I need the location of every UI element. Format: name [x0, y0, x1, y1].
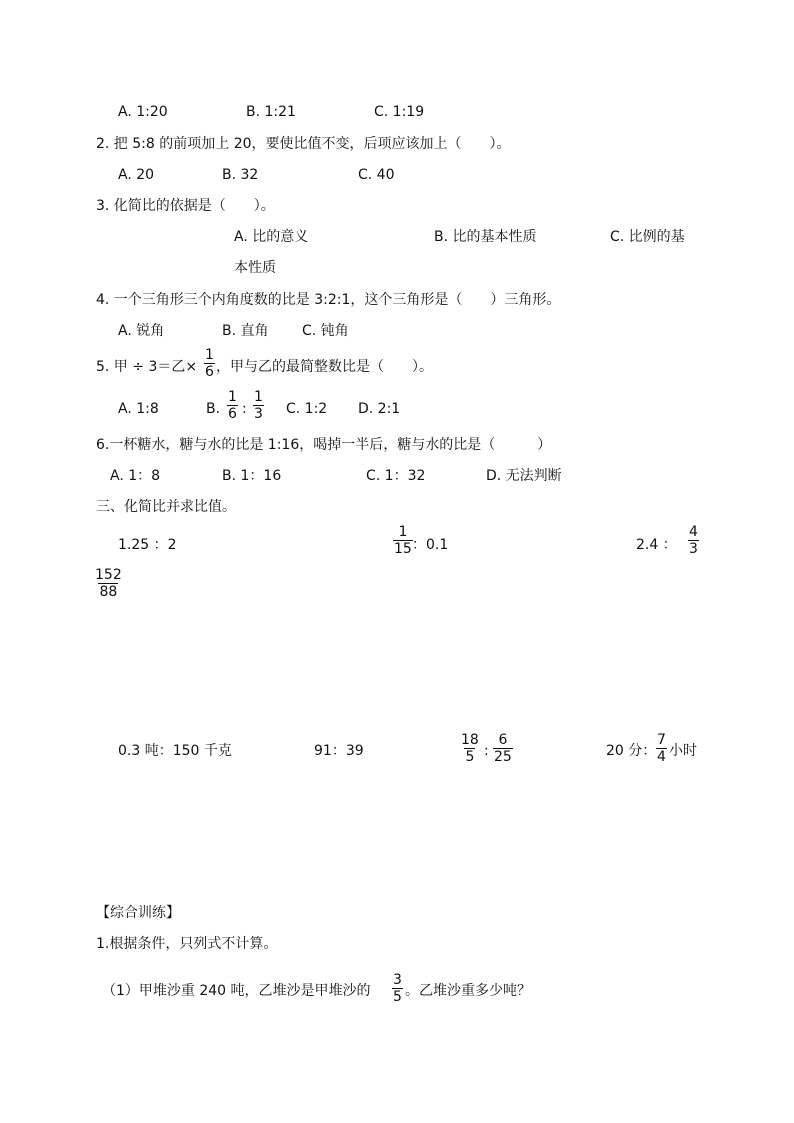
ratio-item-7-frac2: [493, 732, 513, 765]
training-q1-frac: [392, 972, 403, 1005]
q5-option-b-frac1-num: 1: [228, 389, 237, 405]
ratio-item-3-num: 4: [689, 524, 698, 540]
q2-text: 2. 把 5:8 的前项加上 20，要使比值不变，后项应该加上（ ）。: [96, 136, 511, 152]
q2-option-b: B. 32: [222, 167, 259, 183]
ratio-item-7-frac1-den: 5: [465, 749, 475, 765]
q3-option-b: B. 比的基本性质: [434, 229, 537, 245]
q3-option-c-continuation: 本性质: [234, 260, 276, 276]
ratio-item-4-den: 88: [99, 584, 118, 600]
q5-prefix: 5. 甲 ÷ 3＝乙×: [96, 359, 198, 375]
q6-text: 6.一杯糖水，糖与水的比是 1:16，喝掉一半后，糖与水的比是（ ）: [96, 437, 552, 453]
ratio-item-2-frac: [393, 524, 413, 557]
q5-option-b-sep: :: [242, 401, 247, 417]
q2-option-a: A. 20: [118, 167, 155, 183]
q3-option-c: C. 比例的基: [610, 229, 685, 245]
q5-option-a: A. 1:8: [118, 401, 159, 417]
q6-option-b: B. 1：16: [222, 468, 282, 484]
ratio-item-7-frac1-num: 18: [461, 732, 479, 748]
ratio-item-3-den: 3: [689, 541, 698, 557]
ratio-item-1: 1.25 ：2: [118, 537, 177, 553]
q4-option-a: A. 锐角: [118, 323, 165, 339]
q5-option-b-frac2-den: 3: [254, 406, 263, 422]
ratio-item-7-frac2-num: 6: [498, 732, 508, 748]
q4-option-c: C. 钝角: [302, 323, 349, 339]
training-q1-frac-den: 5: [393, 989, 402, 1005]
ratio-item-8-prefix: 20 分：: [606, 743, 657, 759]
q5-option-b-frac1-den: 6: [228, 406, 237, 422]
q6-option-c: C. 1：32: [366, 468, 426, 484]
ratio-item-2-den: 15: [394, 541, 412, 557]
q1-option-b: B. 1:21: [246, 104, 296, 120]
q1-option-c: C. 1:19: [374, 104, 425, 120]
ratio-item-8-suffix: 小时: [669, 743, 697, 759]
q5-option-b-frac1: [227, 389, 238, 422]
ratio-item-3-frac: [688, 524, 699, 557]
ratio-item-6: 91：39: [314, 743, 364, 759]
ratio-item-7-frac1: [460, 732, 480, 765]
ratio-item-7-frac2-den: 25: [494, 749, 512, 765]
q4-text: 4. 一个三角形三个内角度数的比是 3:2:1，这个三角形是（ ）三角形。: [96, 292, 561, 308]
q3-text: 3. 化简比的依据是（ ）。: [96, 198, 275, 214]
ratio-item-4-num: 152: [95, 567, 122, 583]
q5-fraction: [204, 347, 215, 380]
ratio-item-2-num: 1: [398, 524, 408, 540]
q1-option-a: A. 1:20: [118, 104, 168, 120]
training-instruction: 1.根据条件，只列式不计算。: [96, 936, 278, 952]
q5-option-d: D. 2:1: [358, 401, 401, 417]
training-q1-prefix: （1）甲堆沙重 240 吨，乙堆沙是甲堆沙的: [102, 983, 371, 999]
q5-option-b-frac2-num: 1: [254, 389, 263, 405]
ratio-item-3-prefix: 2.4 ：: [636, 537, 677, 553]
ratio-item-8-den: 4: [657, 749, 666, 765]
q4-option-b: B. 直角: [222, 323, 269, 339]
q5-option-b-label: B.: [206, 401, 221, 417]
ratio-item-8-num: 7: [657, 732, 666, 748]
q5-fraction-num: 1: [205, 347, 214, 363]
training-q1-suffix: 。乙堆沙重多少吨？: [405, 983, 531, 999]
ratio-item-5: 0.3 吨：150 千克: [118, 743, 232, 759]
q2-option-c: C. 40: [358, 167, 395, 183]
q5-fraction-den: 6: [205, 364, 214, 380]
ratio-item-8-frac: [656, 732, 667, 765]
ratio-item-4-frac: [94, 567, 123, 600]
q5-option-c: C. 1:2: [286, 401, 328, 417]
q5-suffix: ，甲与乙的最简整数比是（ ）。: [216, 359, 433, 375]
q5-option-b-frac2: [253, 389, 264, 422]
ratio-item-7-sep: :: [484, 743, 489, 759]
ratio-item-2-rest: ：0.1: [412, 537, 449, 553]
training-heading: 【综合训练】: [96, 905, 180, 921]
q3-option-a: A. 比的意义: [234, 229, 309, 245]
q6-option-d: D. 无法判断: [486, 468, 562, 484]
q6-option-a: A. 1：8: [110, 468, 161, 484]
section3-heading: 三、化简比并求比值。: [96, 499, 236, 515]
training-q1-frac-num: 3: [393, 972, 402, 988]
